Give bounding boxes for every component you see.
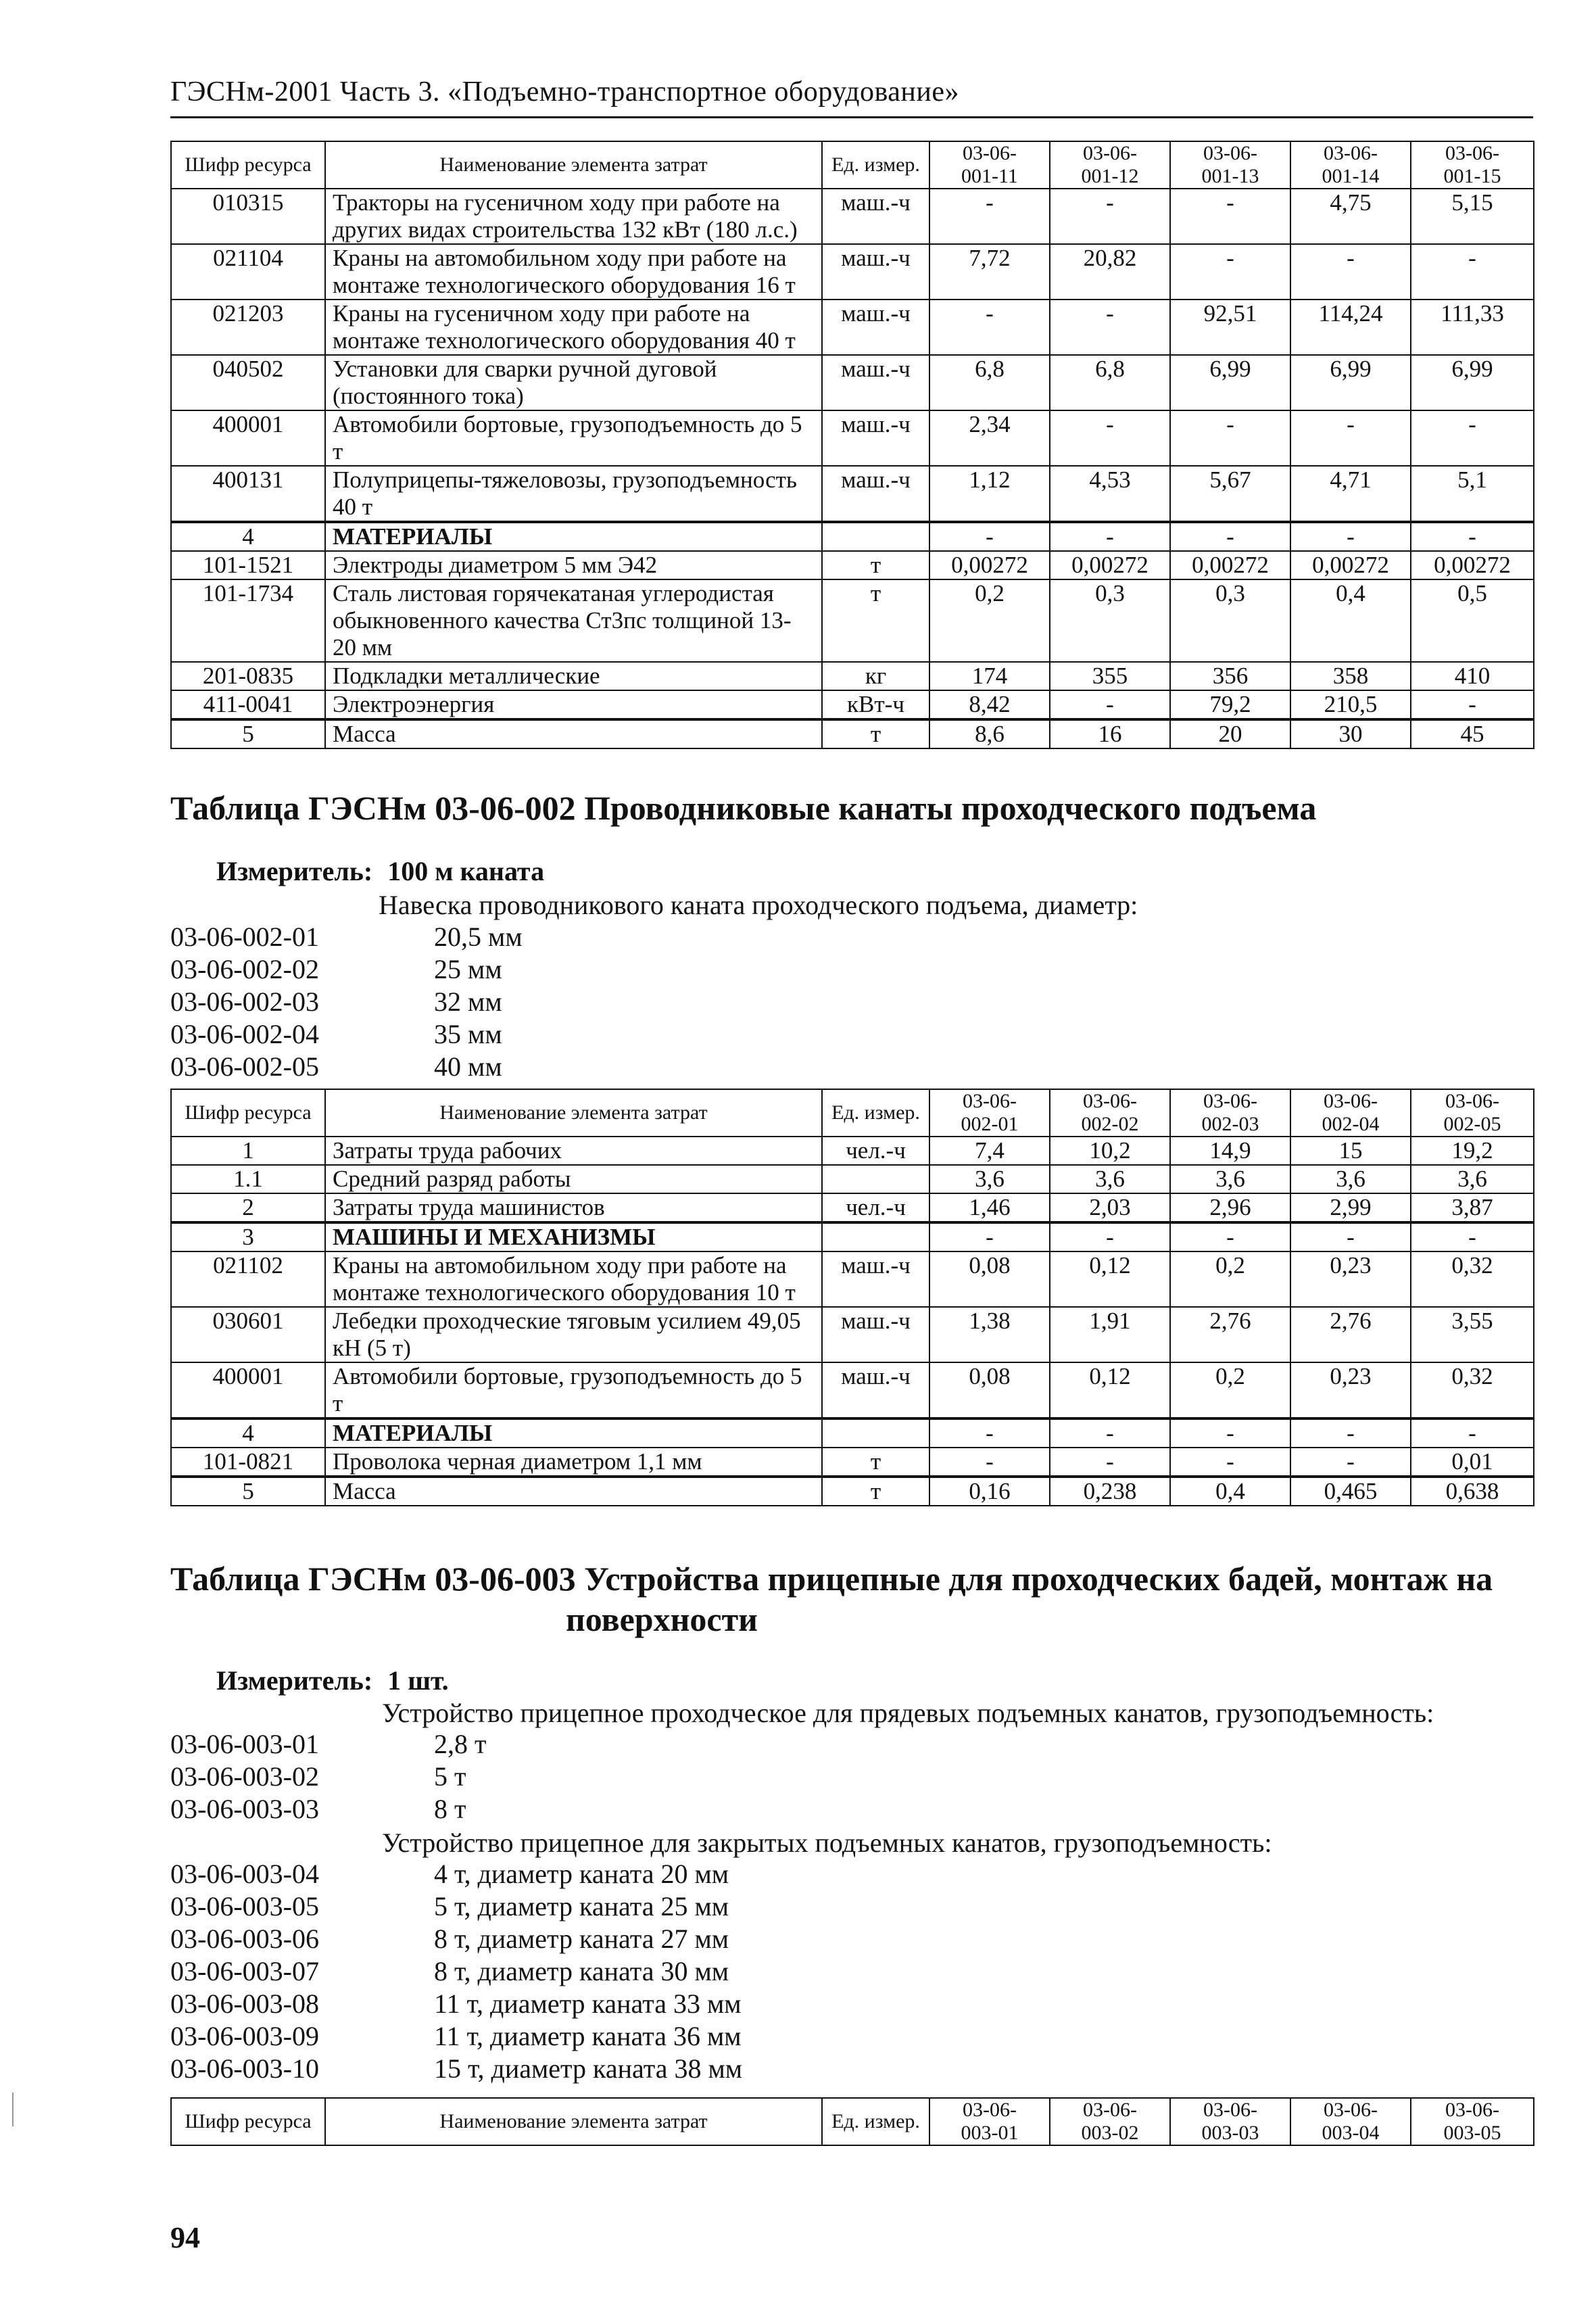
resource-code: 1.1 (171, 1165, 325, 1193)
norm-description: 4 т, диаметр каната 20 мм (434, 1859, 729, 1889)
unit-cell (822, 522, 929, 551)
cost-element-name: Затраты труда машинистов (325, 1193, 822, 1222)
header-resource-code: Шифр ресурса (171, 2098, 325, 2145)
resource-code: 101-1521 (171, 551, 325, 579)
resource-code: 010315 (171, 189, 325, 244)
value-cell: 45 (1411, 719, 1534, 748)
header-norm-code: 03-06- 002-03 (1170, 1089, 1290, 1137)
cost-element-name: Масса (325, 1477, 822, 1506)
value-cell: 6,8 (929, 355, 1050, 410)
value-cell: - (1170, 522, 1290, 551)
value-cell: 0,4 (1290, 579, 1411, 662)
unit-cell: маш.-ч (822, 244, 929, 300)
resource-code: 411-0041 (171, 690, 325, 719)
value-cell: 2,03 (1050, 1193, 1170, 1222)
value-cell: - (1290, 410, 1411, 466)
header-norm-code: 03-06- 001-12 (1050, 141, 1170, 189)
norm-code: 03-06-002-03 (170, 986, 319, 1017)
value-cell: - (1050, 690, 1170, 719)
scan-artifact (12, 2093, 14, 2126)
value-cell: - (1290, 1448, 1411, 1477)
resource-code: 400131 (171, 466, 325, 522)
value-cell: - (929, 1448, 1050, 1477)
unit-cell: чел.-ч (822, 1193, 929, 1222)
cost-element-name: Сталь листовая горячекатаная углеродистая обыкновенного качества Ст3пс толщиной 13-20 мм (325, 579, 822, 662)
unit-cell (822, 1222, 929, 1251)
value-cell: - (1050, 1448, 1170, 1477)
value-cell: 0,01 (1411, 1448, 1534, 1477)
value-cell: 0,5 (1411, 579, 1534, 662)
table-row (171, 1193, 1534, 1222)
unit-cell: т (822, 1477, 929, 1506)
value-cell: 0,16 (929, 1477, 1050, 1506)
unit-cell: кВт-ч (822, 690, 929, 719)
header-unit: Ед. измер. (822, 141, 929, 189)
unit-cell: маш.-ч (822, 1251, 929, 1307)
header-norm-code: 03-06- 003-03 (1170, 2098, 1290, 2145)
resource-code: 201-0835 (171, 662, 325, 690)
norm-code: 03-06-003-09 (170, 2021, 319, 2051)
norm-description: 8 т, диаметр каната 30 мм (434, 1956, 729, 1986)
value-cell: - (1050, 300, 1170, 355)
header-norm-code: 03-06- 002-05 (1411, 1089, 1534, 1137)
resource-code: 021104 (171, 244, 325, 300)
list-item (170, 1890, 742, 1923)
value-cell: - (1050, 1222, 1170, 1251)
value-cell: 0,12 (1050, 1362, 1170, 1418)
value-cell: 0,23 (1290, 1251, 1411, 1307)
value-cell: 5,67 (1170, 466, 1290, 522)
value-cell: 210,5 (1290, 690, 1411, 719)
unit-cell: чел.-ч (822, 1137, 929, 1165)
cost-element-name: Краны на автомобильном ходу при работе на монтаже технологического оборудования 10 т (325, 1251, 822, 1307)
value-cell: 5,15 (1411, 189, 1534, 244)
table-header-row (171, 1089, 1534, 1137)
value-cell: - (1290, 244, 1411, 300)
cost-element-name: Тракторы на гусеничном ходу при работе на других видах строительства 132 кВт (180 л.с.) (325, 189, 822, 244)
norm-code: 03-06-003-03 (170, 1794, 319, 1824)
value-cell: 5,1 (1411, 466, 1534, 522)
value-cell: 0,465 (1290, 1477, 1411, 1506)
resource-table-002 (170, 1089, 1534, 1506)
resource-code: 400001 (171, 410, 325, 466)
norm-code: 03-06-003-06 (170, 1924, 319, 1954)
table-row (171, 300, 1534, 355)
table-title-002: Таблица ГЭСНм 03-06-002 Проводниковые канаты проходческого подъема (170, 789, 1317, 827)
value-cell: 7,72 (929, 244, 1050, 300)
unit-cell: маш.-ч (822, 410, 929, 466)
value-cell: 3,6 (1050, 1165, 1170, 1193)
table-row (171, 1448, 1534, 1477)
unit-cell: т (822, 1448, 929, 1477)
table-row (171, 1251, 1534, 1307)
resource-code: 4 (171, 1418, 325, 1448)
value-cell: 0,4 (1170, 1477, 1290, 1506)
resource-table-001 (170, 141, 1534, 749)
header-cost-element: Наименование элемента затрат (325, 141, 822, 189)
header-norm-code: 03-06- 001-14 (1290, 141, 1411, 189)
value-cell: 114,24 (1290, 300, 1411, 355)
value-cell: 0,3 (1170, 579, 1290, 662)
list-item (170, 1728, 486, 1761)
header-norm-code: 03-06- 002-02 (1050, 1089, 1170, 1137)
value-cell: 10,2 (1050, 1137, 1170, 1165)
value-cell: 3,6 (1290, 1165, 1411, 1193)
norm-code: 03-06-002-01 (170, 922, 319, 952)
value-cell: 20 (1170, 719, 1290, 748)
list-item (170, 2053, 742, 2085)
title-line-1: Таблица ГЭСНм 03-06-003 Устройства прицепные для проходческих бадей, монтаж на (170, 1560, 1493, 1598)
table-row (171, 466, 1534, 522)
list-item (170, 1955, 742, 1988)
measure-value: 1 шт. (387, 1665, 449, 1696)
value-cell: 2,76 (1170, 1307, 1290, 1362)
header-norm-code: 03-06- 003-02 (1050, 2098, 1170, 2145)
cost-element-name: Установки для сварки ручной дуговой (постоянного тока) (325, 355, 822, 410)
resource-code: 101-1734 (171, 579, 325, 662)
norm-description: 15 т, диаметр каната 38 мм (434, 2053, 743, 2084)
table-row (171, 1165, 1534, 1193)
table-header-row (171, 141, 1534, 189)
value-cell: 0,00272 (1050, 551, 1170, 579)
value-cell: - (1411, 690, 1534, 719)
intro-003-b: Устройство прицепное для закрытых подъемных канатов, грузоподъемность: (382, 1828, 1272, 1858)
value-cell: - (1290, 1418, 1411, 1448)
unit-cell: маш.-ч (822, 189, 929, 244)
header-norm-code: 03-06- 002-04 (1290, 1089, 1411, 1137)
norm-description: 5 т, диаметр каната 25 мм (434, 1891, 729, 1922)
measure-002 (216, 855, 544, 887)
cost-element-name: Проволока черная диаметром 1,1 мм (325, 1448, 822, 1477)
value-cell: - (1170, 410, 1290, 466)
value-cell: 358 (1290, 662, 1411, 690)
resource-code: 3 (171, 1222, 325, 1251)
resource-code: 021102 (171, 1251, 325, 1307)
value-cell: 3,6 (929, 1165, 1050, 1193)
norm-description: 20,5 мм (434, 922, 523, 952)
value-cell: - (1411, 1222, 1534, 1251)
value-cell: - (929, 189, 1050, 244)
value-cell: 111,33 (1411, 300, 1534, 355)
table-row (171, 1362, 1534, 1418)
value-cell: 2,99 (1290, 1193, 1411, 1222)
header-divider (170, 116, 1533, 118)
cost-element-name: Электроды диаметром 5 мм Э42 (325, 551, 822, 579)
norm-description: 11 т, диаметр каната 33 мм (434, 1988, 742, 2019)
value-cell: 19,2 (1411, 1137, 1534, 1165)
unit-cell: т (822, 579, 929, 662)
value-cell: 4,53 (1050, 466, 1170, 522)
value-cell: 355 (1050, 662, 1170, 690)
list-item (170, 1923, 742, 1955)
cost-element-name: Автомобили бортовые, грузоподъемность до 5 т (325, 1362, 822, 1418)
norm-code: 03-06-002-02 (170, 954, 319, 984)
value-cell: - (929, 1222, 1050, 1251)
value-cell: 0,2 (1170, 1251, 1290, 1307)
list-item (170, 921, 523, 953)
value-cell: 0,32 (1411, 1362, 1534, 1418)
table-title-003 (170, 1558, 1493, 1640)
value-cell: - (1411, 1418, 1534, 1448)
value-cell: 92,51 (1170, 300, 1290, 355)
list-item (170, 1018, 523, 1051)
norm-code: 03-06-003-08 (170, 1988, 319, 2019)
value-cell: 0,00272 (1290, 551, 1411, 579)
value-cell: 3,6 (1170, 1165, 1290, 1193)
value-cell: - (1170, 189, 1290, 244)
value-cell: 2,76 (1290, 1307, 1411, 1362)
value-cell: 0,12 (1050, 1251, 1170, 1307)
table-row (171, 189, 1534, 244)
resource-code: 101-0821 (171, 1448, 325, 1477)
value-cell: - (1050, 1418, 1170, 1448)
list-item (170, 1761, 486, 1793)
value-cell: 0,238 (1050, 1477, 1170, 1506)
list-item (170, 2020, 742, 2053)
list-item (170, 1858, 742, 1890)
value-cell: - (929, 522, 1050, 551)
value-cell: 0,08 (929, 1362, 1050, 1418)
section-row (171, 522, 1534, 551)
code-list-003-b (170, 1858, 742, 2085)
value-cell: 0,638 (1411, 1477, 1534, 1506)
list-item (170, 1988, 742, 2020)
norm-code: 03-06-003-10 (170, 2053, 319, 2084)
table-row (171, 662, 1534, 690)
value-cell: 0,2 (1170, 1362, 1290, 1418)
cost-element-name: МАТЕРИАЛЫ (325, 522, 822, 551)
value-cell: - (1170, 1222, 1290, 1251)
cost-element-name: Затраты труда рабочих (325, 1137, 822, 1165)
cost-element-name: МАТЕРИАЛЫ (325, 1418, 822, 1448)
table-row (171, 1137, 1534, 1165)
value-cell: 1,91 (1050, 1307, 1170, 1362)
header-norm-code: 03-06- 003-01 (929, 2098, 1050, 2145)
table-row (171, 1477, 1534, 1506)
cost-element-name: Краны на гусеничном ходу при работе на монтаже технологического оборудования 40 т (325, 300, 822, 355)
value-cell: 3,87 (1411, 1193, 1534, 1222)
value-cell: 174 (929, 662, 1050, 690)
norm-description: 8 т (434, 1794, 466, 1824)
value-cell: 6,99 (1170, 355, 1290, 410)
list-item (170, 986, 523, 1018)
value-cell: - (1170, 1418, 1290, 1448)
resource-code: 030601 (171, 1307, 325, 1362)
value-cell: 3,6 (1411, 1165, 1534, 1193)
norm-description: 25 мм (434, 954, 502, 984)
section-row (171, 1418, 1534, 1448)
measure-label: Измеритель: (216, 1665, 373, 1696)
cost-element-name: Масса (325, 719, 822, 748)
value-cell: 8,6 (929, 719, 1050, 748)
resource-code: 2 (171, 1193, 325, 1222)
unit-cell: маш.-ч (822, 1362, 929, 1418)
norm-code: 03-06-003-02 (170, 1761, 319, 1792)
value-cell: 79,2 (1170, 690, 1290, 719)
value-cell: 356 (1170, 662, 1290, 690)
cost-element-name: Полуприцепы-тяжеловозы, грузоподъемность 40 т (325, 466, 822, 522)
norm-description: 35 мм (434, 1019, 502, 1049)
cost-element-name: МАШИНЫ И МЕХАНИЗМЫ (325, 1222, 822, 1251)
measure-label: Измеритель: (216, 856, 373, 886)
list-item (170, 1051, 523, 1083)
norm-code: 03-06-003-05 (170, 1891, 319, 1922)
header-norm-code: 03-06- 003-04 (1290, 2098, 1411, 2145)
value-cell: - (929, 300, 1050, 355)
section-row (171, 1222, 1534, 1251)
table-row (171, 1307, 1534, 1362)
table-row (171, 410, 1534, 466)
value-cell: - (1050, 410, 1170, 466)
resource-table-003 (170, 2097, 1534, 2146)
value-cell: 14,9 (1170, 1137, 1290, 1165)
value-cell: 2,34 (929, 410, 1050, 466)
table-header-row (171, 2098, 1534, 2145)
value-cell: 6,8 (1050, 355, 1170, 410)
resource-code: 5 (171, 719, 325, 748)
cost-element-name: Автомобили бортовые, грузоподъемность до 5 т (325, 410, 822, 466)
header-unit: Ед. измер. (822, 2098, 929, 2145)
value-cell: - (1411, 244, 1534, 300)
table-row (171, 355, 1534, 410)
table-row (171, 579, 1534, 662)
norm-code: 03-06-003-01 (170, 1729, 319, 1759)
value-cell: - (1411, 410, 1534, 466)
header-norm-code: 03-06- 001-13 (1170, 141, 1290, 189)
header-norm-code: 03-06- 002-01 (929, 1089, 1050, 1137)
header-norm-code: 03-06- 003-05 (1411, 2098, 1534, 2145)
cost-element-name: Подкладки металлические (325, 662, 822, 690)
value-cell: - (1170, 244, 1290, 300)
value-cell: 2,96 (1170, 1193, 1290, 1222)
table-row (171, 551, 1534, 579)
value-cell: 4,75 (1290, 189, 1411, 244)
value-cell: 0,00272 (1411, 551, 1534, 579)
norm-description: 32 мм (434, 986, 502, 1017)
unit-cell: кг (822, 662, 929, 690)
value-cell: - (929, 1418, 1050, 1448)
value-cell: 16 (1050, 719, 1170, 748)
value-cell: 3,55 (1411, 1307, 1534, 1362)
unit-cell (822, 1165, 929, 1193)
header-norm-code: 03-06- 001-15 (1411, 141, 1534, 189)
value-cell: 15 (1290, 1137, 1411, 1165)
norm-description: 5 т (434, 1761, 466, 1792)
table-row (171, 719, 1534, 748)
table-row (171, 690, 1534, 719)
unit-cell: т (822, 719, 929, 748)
cost-element-name: Электроэнергия (325, 690, 822, 719)
value-cell: 8,42 (929, 690, 1050, 719)
unit-cell: маш.-ч (822, 466, 929, 522)
value-cell: - (1050, 189, 1170, 244)
header-resource-code: Шифр ресурса (171, 1089, 325, 1137)
code-list-002 (170, 921, 523, 1083)
norm-code: 03-06-003-07 (170, 1956, 319, 1986)
cost-element-name: Краны на автомобильном ходу при работе на монтаже технологического оборудования 16 т (325, 244, 822, 300)
value-cell: - (1170, 1448, 1290, 1477)
value-cell: - (1411, 522, 1534, 551)
table-row (171, 244, 1534, 300)
resource-code: 021203 (171, 300, 325, 355)
value-cell: 0,00272 (1170, 551, 1290, 579)
code-list-003-a (170, 1728, 486, 1825)
value-cell: 1,38 (929, 1307, 1050, 1362)
value-cell: 0,3 (1050, 579, 1170, 662)
unit-cell: маш.-ч (822, 300, 929, 355)
resource-code: 040502 (171, 355, 325, 410)
resource-code: 4 (171, 522, 325, 551)
unit-cell: маш.-ч (822, 1307, 929, 1362)
norm-description: 2,8 т (434, 1729, 487, 1759)
value-cell: - (1290, 1222, 1411, 1251)
resource-code: 400001 (171, 1362, 325, 1418)
value-cell: 1,12 (929, 466, 1050, 522)
value-cell: 6,99 (1290, 355, 1411, 410)
cost-element-name: Лебедки проходческие тяговым усилием 49,05 кН (5 т) (325, 1307, 822, 1362)
unit-cell (822, 1418, 929, 1448)
norm-description: 11 т, диаметр каната 36 мм (434, 2021, 742, 2051)
value-cell: - (1050, 522, 1170, 551)
value-cell: 7,4 (929, 1137, 1050, 1165)
unit-cell: т (822, 551, 929, 579)
header-cost-element: Наименование элемента затрат (325, 1089, 822, 1137)
page-header: ГЭСНм-2001 Часть 3. «Подъемно-транспортное оборудование» (170, 76, 959, 108)
value-cell: 6,99 (1411, 355, 1534, 410)
value-cell: 4,71 (1290, 466, 1411, 522)
resource-code: 1 (171, 1137, 325, 1165)
measure-value: 100 м каната (387, 856, 545, 886)
intro-003-a: Устройство прицепное проходческое для прядевых подъемных канатов, грузоподъемность: (382, 1698, 1434, 1728)
value-cell: 410 (1411, 662, 1534, 690)
value-cell: 0,08 (929, 1251, 1050, 1307)
header-unit: Ед. измер. (822, 1089, 929, 1137)
value-cell: 30 (1290, 719, 1411, 748)
measure-003 (216, 1665, 449, 1696)
title-line-2: поверхности (566, 1600, 758, 1638)
value-cell: 0,00272 (929, 551, 1050, 579)
cost-element-name: Средний разряд работы (325, 1165, 822, 1193)
resource-code: 5 (171, 1477, 325, 1506)
value-cell: 1,46 (929, 1193, 1050, 1222)
list-item (170, 953, 523, 986)
norm-description: 40 мм (434, 1051, 502, 1082)
intro-002: Навеска проводникового каната проходческого подъема, диаметр: (379, 890, 1138, 920)
header-norm-code: 03-06- 001-11 (929, 141, 1050, 189)
list-item (170, 1793, 486, 1825)
page-number: 94 (170, 2221, 200, 2254)
value-cell: 0,2 (929, 579, 1050, 662)
unit-cell: маш.-ч (822, 355, 929, 410)
norm-description: 8 т, диаметр каната 27 мм (434, 1924, 729, 1954)
norm-code: 03-06-002-04 (170, 1019, 319, 1049)
value-cell: 20,82 (1050, 244, 1170, 300)
norm-code: 03-06-003-04 (170, 1859, 319, 1889)
value-cell: 0,32 (1411, 1251, 1534, 1307)
value-cell: - (1290, 522, 1411, 551)
norm-code: 03-06-002-05 (170, 1051, 319, 1082)
header-cost-element: Наименование элемента затрат (325, 2098, 822, 2145)
header-resource-code: Шифр ресурса (171, 141, 325, 189)
value-cell: 0,23 (1290, 1362, 1411, 1418)
